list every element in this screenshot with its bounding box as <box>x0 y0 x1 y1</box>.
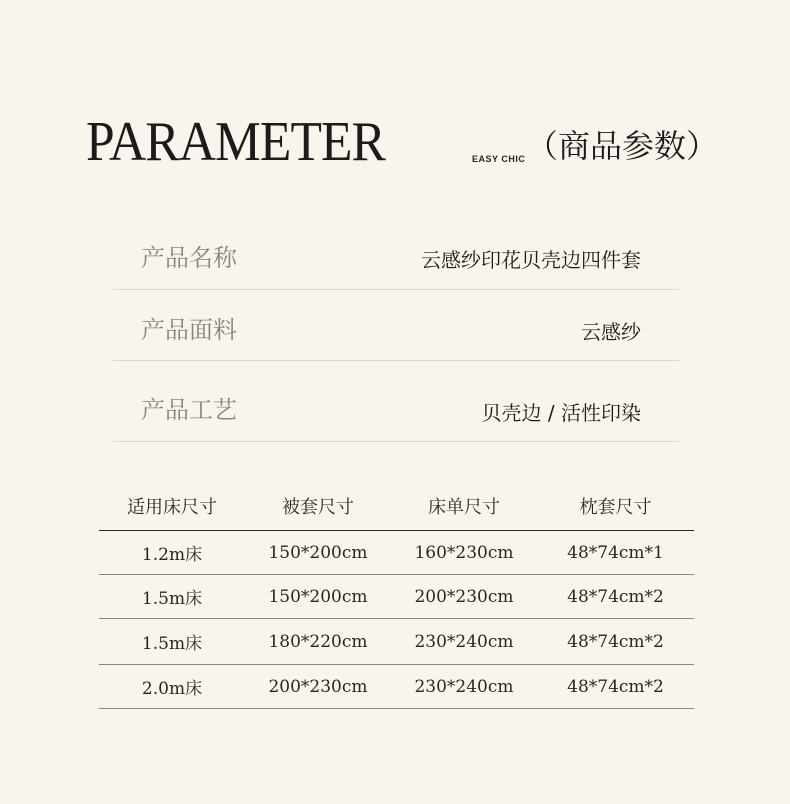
column-header: 被套尺寸 <box>245 482 391 531</box>
table-cell: 48*74cm*2 <box>537 575 694 619</box>
table-cell: 1.5m床 <box>99 619 245 665</box>
table-cell: 48*74cm*2 <box>537 665 694 709</box>
table-row <box>99 575 694 619</box>
param-label: 产品名称 <box>141 244 237 272</box>
brand-tagline: EASY CHIC <box>472 154 526 164</box>
table-cell: 200*230cm <box>245 665 391 709</box>
table-cell: 180*220cm <box>245 619 391 665</box>
table-cell: 160*230cm <box>391 531 537 575</box>
table-row <box>99 665 694 709</box>
table-cell: 150*200cm <box>245 531 391 575</box>
param-value: 云感纱 <box>581 320 641 344</box>
param-row-fabric <box>113 290 679 361</box>
column-header: 床单尺寸 <box>391 482 537 531</box>
table-cell: 150*200cm <box>245 575 391 619</box>
param-label: 产品面料 <box>141 316 237 344</box>
table-cell: 230*240cm <box>391 665 537 709</box>
table-cell: 230*240cm <box>391 619 537 665</box>
page-subtitle: （商品参数） <box>526 127 719 165</box>
param-value: 贝壳边 / 活性印染 <box>481 401 641 425</box>
table-cell: 200*230cm <box>391 575 537 619</box>
table-cell: 2.0m床 <box>99 665 245 709</box>
param-row-name <box>113 218 679 290</box>
table-cell: 1.5m床 <box>99 575 245 619</box>
param-value: 云感纱印花贝壳边四件套 <box>421 248 641 272</box>
page-header <box>86 106 719 176</box>
table-header-row <box>99 482 694 531</box>
table-row <box>99 531 694 575</box>
product-params <box>113 218 679 442</box>
column-header: 适用床尺寸 <box>99 482 245 531</box>
param-label: 产品工艺 <box>141 396 237 424</box>
table-cell: 48*74cm*2 <box>537 619 694 665</box>
column-header: 枕套尺寸 <box>537 482 694 531</box>
param-row-craft <box>113 361 679 442</box>
table-row <box>99 619 694 665</box>
table-cell: 48*74cm*1 <box>537 531 694 575</box>
table-cell: 1.2m床 <box>99 531 245 575</box>
size-table <box>99 482 694 709</box>
page-title: PARAMETER <box>86 111 386 173</box>
